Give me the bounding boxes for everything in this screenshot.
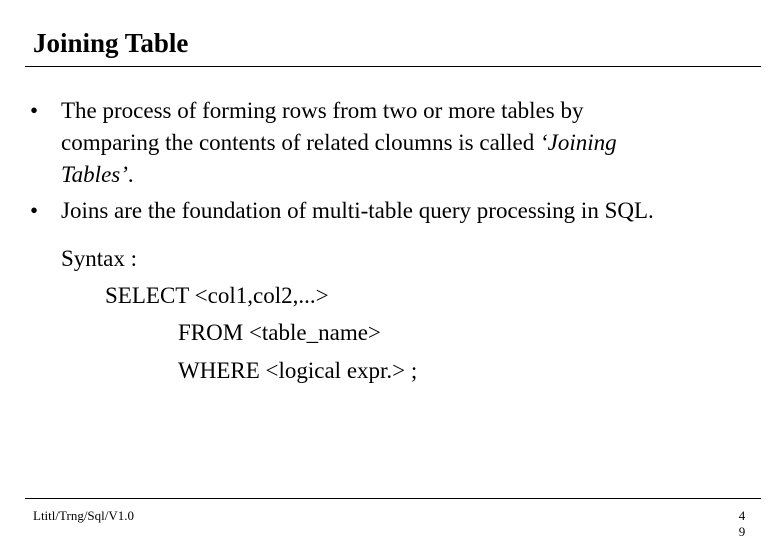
title-divider <box>25 66 761 67</box>
bullet1-line3 <box>61 159 751 191</box>
bullet1-line1: The process of forming rows from two or more tables by <box>61 98 584 123</box>
slide-title: Joining Table <box>33 28 189 58</box>
bullet1-line2-plain: comparing the contents of related cloumns is called <box>61 130 541 155</box>
bullet-text <box>61 195 751 227</box>
bullet-marker: • <box>30 198 39 223</box>
bullet1-line3-italic: Tables’ <box>61 162 128 187</box>
bullet-text <box>61 95 751 191</box>
footer-code: Ltitl/Trng/Sql/V1.0 <box>33 508 135 523</box>
bullet1-line2-italic: ‘Joining <box>540 130 617 155</box>
page-number <box>736 508 748 540</box>
page-number-digit-2: 9 <box>738 524 746 539</box>
page-number-digit-1: 4 <box>738 508 746 523</box>
syntax-select: SELECT <col1,col2,...> <box>105 283 329 308</box>
syntax-from: FROM <table_name> <box>178 320 381 345</box>
syntax-where: WHERE <logical expr.> ; <box>178 358 418 383</box>
footer-divider <box>25 498 761 499</box>
bullet2-line1: Joins are the foundation of multi-table query processing in SQL. <box>61 198 654 223</box>
bullet1-line3-tail: . <box>127 162 134 187</box>
bullet-marker: • <box>30 98 39 123</box>
syntax-label: Syntax : <box>61 246 138 271</box>
bullet1-line2 <box>61 127 751 159</box>
